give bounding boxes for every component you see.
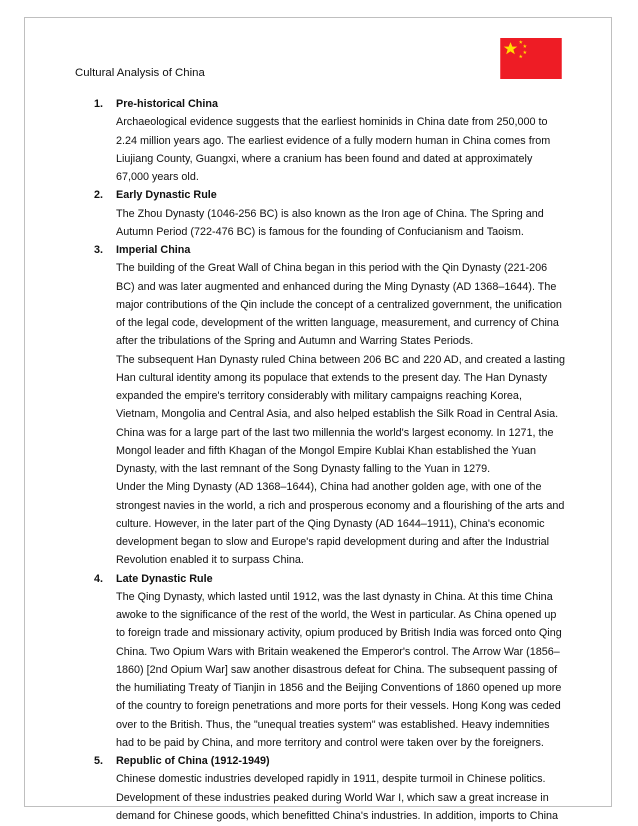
section-item	[94, 752, 566, 825]
section-heading: Pre-historical China	[116, 98, 218, 110]
section-paragraph: The subsequent Han Dynasty ruled China between 206 BC and 220 AD, and created a lasting Han cultural identity among its populace that extends to the present day. The Han Dynasty expanded the empire's territory considerably with military campaigns reaching Korea, Vietnam, Mongolia and Central Asia, and also helped establish the Silk Road in Central Asia. China was for a large part of the last two millennia the world's largest economy. In 1271, the Mongol leader and fifth Khagan of the Mongol Empire Kublai Khan established the Yuan Dynasty, with the last remnant of the Song Dynasty falling to the Yuan in 1279.	[116, 353, 565, 475]
section-paragraph: The building of the Great Wall of China began in this period with the Qin Dynasty (221-206 BC) and was later augmented and enhanced during the Ming Dynasty (AD 1368–1644). The major contributions of the Qin include the concept of a centralized government, the unification of the legal code, development of the written language, measurement, and currency of China after the tribulations of the Spring and Autumn and Warring States Periods.	[116, 262, 562, 348]
section-heading: Early Dynastic Rule	[116, 189, 217, 202]
section-item	[94, 186, 566, 241]
section-heading: Republic of China (1912-1949)	[116, 755, 270, 767]
section-item	[94, 241, 566, 570]
section-number: 3.	[94, 244, 104, 256]
section-paragraph: The Qing Dynasty, which lasted until 1912, was the last dynasty in China. At this time China awoke to the significance of the rest of the world, the West in particular. As China opened up to foreign trade and missionary activity, opium produced by British India was forced onto Qing China. Two Opium Wars with Britain weakened the Emperor's control. The Arrow War (1856–1860) [2nd Opium War] saw another disastrous defeat for China. The subsequent passing of the humiliating Treaty of Tianjin in 1856 and the Beijing Conventions of 1860 opened up more of the country to foreign penetrations and more ports for their vessels. Hong Kong was ceded over to the British. Thus, the "unequal treaties system" was established. Heavy indemnities had to be paid by China, and more territory and control were taken over by the foreigners.	[116, 590, 562, 749]
section-list	[94, 95, 566, 825]
section-number: 1.	[94, 98, 104, 110]
section-item	[94, 570, 566, 753]
section-item	[94, 95, 566, 186]
section-paragraph: Under the Ming Dynasty (AD 1368–1644), China had another golden age, with one of the strongest navies in the world, a rich and prosperous economy and a flourishing of the arts and culture. However, in the later part of the Qing Dynasty (AD 1644–1911), China's economic development began to slow and Europe's rapid development during and after the Industrial Revolution enabled it to surpass China.	[116, 481, 565, 567]
china-flag-icon	[500, 38, 562, 79]
section-heading: Late Dynastic Rule	[116, 572, 213, 585]
section-paragraph: Archaeological evidence suggests that the earliest hominids in China date from 250,000 to 2.24 million years ago. The earliest evidence of a fully modern human in China comes from Liujiang County, Guangxi, where a cranium has been found and dated at approximately 67,000 years old.	[116, 116, 551, 183]
section-number: 5.	[94, 755, 104, 767]
document-title: Cultural Analysis of China	[75, 67, 205, 79]
section-paragraph: Chinese domestic industries developed rapidly in 1911, despite turmoil in Chinese politics. Development of these industries peaked during World War I, which saw a great increase in demand for Chinese goods, which benefitted China's industries. In addition, imports to China	[116, 773, 558, 822]
section-heading: Imperial China	[116, 244, 191, 256]
section-paragraph: The Zhou Dynasty (1046-256 BC) is also known as the Iron age of China. The Spring and Autumn Period (722-476 BC) is famous for the founding of Confucianism and Taoism.	[116, 207, 544, 238]
section-number: 2.	[94, 189, 104, 202]
section-number: 4.	[94, 572, 104, 585]
